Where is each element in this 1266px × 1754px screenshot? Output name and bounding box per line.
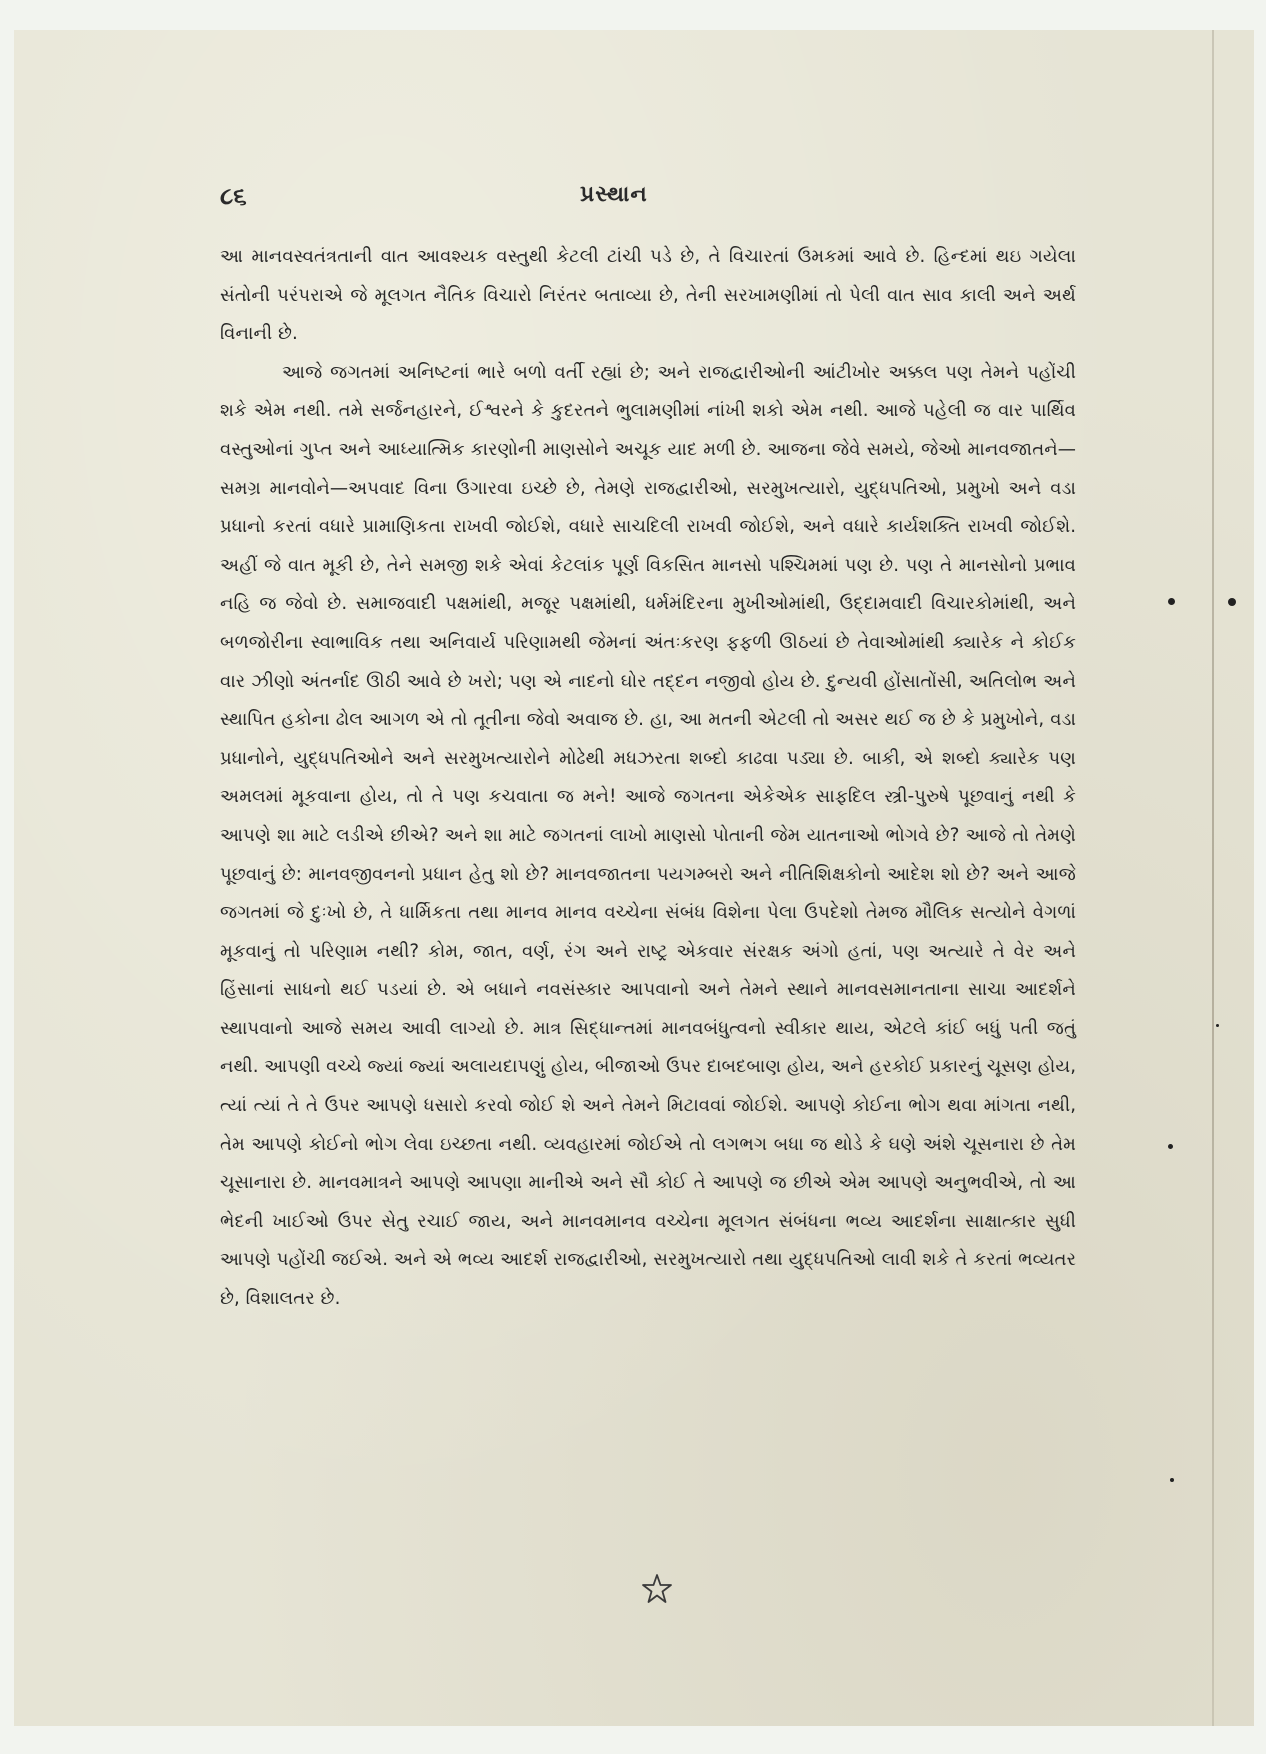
body-text [220,238,1076,1319]
paper-speck [1168,1144,1173,1149]
paragraph-2: આજે જગતમાં અનિષ્ટનાં ભારે બળો વર્તી રહ્યાં છે; અને રાજદ્વારીઓની આંટીખોર અક્કલ પણ તેમને પહોંચી શકે એમ નથી. તમે સર્જનહારને, ઈશ્વરને કે કુદરતને ભુલામણીમાં નાંખી શકો એમ નથી. આજે પહેલી જ વાર પાર્થિવ વસ્તુઓનાં ગુપ્ત અને આધ્યાત્મિક કારણોની માણસોને અચૂક યાદ મળી છે. આજના જેવે સમયે, જેઓ માનવજાતને—સમગ્ર માનવોને—અપવાદ વિના ઉગારવા ઇચ્છે છે, તેમણે રાજદ્વારીઓ, સરમુખત્યારો, યુદ્ધપતિઓ, પ્રમુખો અને વડા પ્રધાનો કરતાં વધારે પ્રામાણિકતા રાખવી જોઈશે, વધારે સાચદિલી રાખવી જોઈશે, અને વધારે કાર્યશક્તિ રાખવી જોઈશે. અહીં જે વાત મૂકી છે, તેને સમજી શકે એવાં કેટલાંક પૂર્ણ વિકસિત માનસો પશ્ચિમમાં પણ છે. પણ તે માનસોનો પ્રભાવ નહિ જ જેવો છે. સમાજવાદી પક્ષમાંથી, મજૂર પક્ષમાંથી, ધર્મમંદિરના મુખીઓમાંથી, ઉદ્દામવાદી વિચારકોમાંથી, અને બળજોરીના સ્વાભાવિક તથા અનિવાર્ય પરિણામથી જેમનાં અંતઃકરણ ફફળી ઊઠયાં છે તેવાઓમાંથી ક્યારેક ને કોઈક વાર ઝીણો અંતર્નાદ ઊઠી આવે છે ખરો; પણ એ નાદનો ઘોર તદ્દન નજીવો હોય છે. દુન્યવી હોંસાતોંસી, અતિલોભ અને સ્થાપિત હકોના ઢોલ આગળ એ તો તૂતીના જેવો અવાજ છે. હા, આ મતની એટલી તો અસર થઈ જ છે કે પ્રમુખોને, વડા પ્રધાનોને, યુદ્ધપતિઓને અને સરમુખત્યારોને મોઢેથી મધઝરતા શબ્દો કાઢવા પડ્યા છે. બાકી, એ શબ્દો ક્યારેક પણ અમલમાં મૂકવાના હોય, તો તે પણ કચવાતા જ મને! આજે જગતના એકેએક સાફદિલ સ્ત્રી-પુરુષે પૂછવાનું નથી કે આપણે શા માટે લડીએ છીએ? અને શા માટે જગતનાં લાખો માણસો પોતાની જેમ યાતનાઓ ભોગવે છે? આજે તો તેમણે પૂછવાનું છે: માનવજીવનનો પ્રધાન હેતુ શો છે? માનવજાતના પયગમ્બરો અને નીતિશિક્ષકોનો આદેશ શો છે? અને આજે જગતમાં જે દુઃખો છે, તે ધાર્મિકતા તથા માનવ માનવ વચ્ચેના સંબંધ વિશેના પેલા ઉપદેશો તેમજ મૌલિક સત્યોને વેગળાં મૂકવાનું તો પરિણામ નથી? કોમ, જાત, વર્ણ, રંગ અને રાષ્ટ્ર એકવાર સંરક્ષક અંગો હતાં, પણ અત્યારે તે વેર અને હિંસાનાં સાધનો થઈ પડયાં છે. એ બધાને નવસંસ્કાર આપવાનો અને તેમને સ્થાને માનવસમાનતાના સાચા આદર્શને સ્થાપવાનો આજે સમય આવી લાગ્યો છે. માત્ર સિદ્ધાન્તમાં માનવબંધુત્વનો સ્વીકાર થાય, એટલે કાંઈ બધું પતી જતું નથી. આપણી વચ્ચે જ્યાં જ્યાં અલાયદાપણું હોય, બીજાઓ ઉપર દાબદબાણ હોય, અને હરકોઈ પ્રકારનું ચૂસણ હોય, ત્યાં ત્યાં તે તે ઉપર આપણે ધસારો કરવો જોઈ શે અને તેમને મિટાવવાં જોઈશે. આપણે કોઈના ભોગ થવા માંગતા નથી, તેમ આપણે કોઈનો ભોગ લેવા ઇચ્છતા નથી. વ્યવહારમાં જોઈએ તો લગભગ બધા જ થોડે કે ઘણે અંશે ચૂસનારા છે તેમ ચૂસાનારા છે. માનવમાત્રને આપણે આપણા માનીએ અને સૌ કોઈ તે આપણે જ છીએ એમ આપણે અનુભવીએ, તો આ ભેદની ખાઈઓ ઉપર સેતુ રચાઈ જાય, અને માનવમાનવ વચ્ચેના મૂલગત સંબંધના ભવ્ય આદર્શના સાક્ષાત્કાર સુધી આપણે પહોંચી જઈએ. અને એ ભવ્ય આદર્શ રાજદ્વારીઓ, સરમુખત્યારો તથા યુદ્ધપતિઓ લાવી શકે તે કરતાં ભવ્યતર છે, વિશાલતર છે. [220,361,1076,1310]
binding-hole-mark [1168,598,1175,605]
page-number: ૮૬ [220,182,247,210]
star-ornament-icon [640,1572,674,1606]
page-header [220,182,1060,222]
paper-speck [1170,1478,1174,1482]
running-title: પ્રસ્થાન [580,182,648,207]
paragraph-1: આ માનવસ્વતંત્રતાની વાત આવશ્યક વસ્તુથી કેટલી ટાંચી પડે છે, તે વિચારતાં ઉમકમાં આવે છે. હિન્દમાં થઇ ગયેલા સંતોની પરંપરાએ જે મૂલગત નૈતિક વિચારો નિરંતર બતાવ્યા છે, તેની સરખામણીમાં તો પેલી વાત સાવ કાલી અને અર્થ વિનાની છે. [220,246,1076,345]
paper-speck [1216,1024,1219,1027]
page-fold-line [1212,30,1214,1726]
binding-hole-mark [1228,598,1236,606]
